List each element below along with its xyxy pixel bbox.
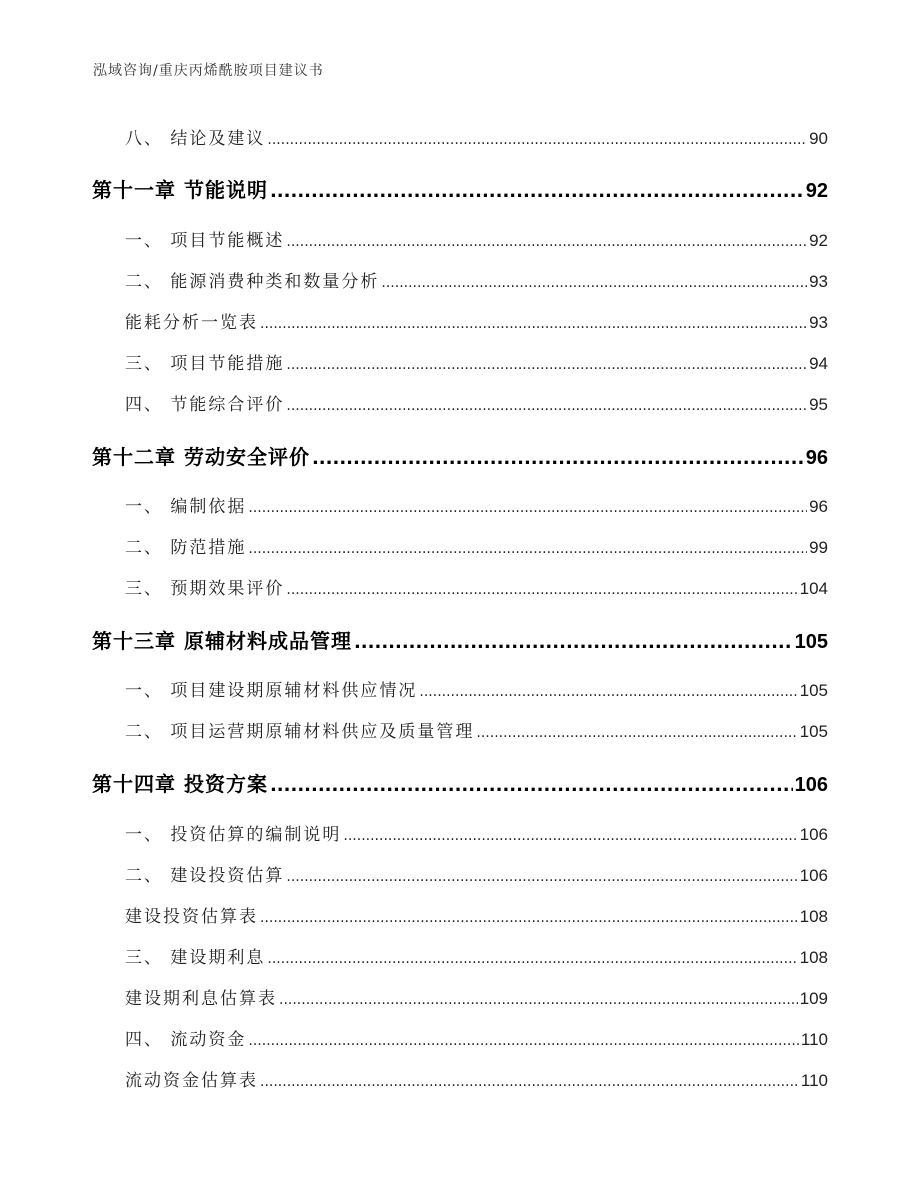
toc-entry-label: 三、 项目节能措施 bbox=[125, 354, 285, 374]
toc-leader-dots bbox=[270, 775, 793, 796]
toc-entry[interactable] bbox=[125, 717, 828, 742]
toc-chapter-page: 96 bbox=[805, 447, 828, 469]
toc-leader-dots bbox=[286, 582, 797, 598]
toc-entry-label: 一、 编制依据 bbox=[125, 497, 247, 517]
toc-entry[interactable] bbox=[125, 492, 828, 517]
toc-chapter-page: 92 bbox=[805, 180, 828, 202]
toc-entry[interactable] bbox=[125, 226, 828, 251]
toc-chapter-entry[interactable] bbox=[92, 174, 828, 203]
toc-leader-dots bbox=[279, 992, 798, 1008]
toc-leader-dots bbox=[476, 725, 797, 741]
toc-entry-label: 二、 建设投资估算 bbox=[125, 866, 285, 886]
toc-leader-dots bbox=[419, 684, 797, 700]
toc-entry[interactable] bbox=[125, 861, 828, 886]
toc-leader-dots bbox=[381, 275, 807, 291]
toc-entry-label: 四、 节能综合评价 bbox=[125, 395, 285, 415]
toc-leader-dots bbox=[248, 500, 807, 516]
toc-entry-label: 三、 建设期利息 bbox=[125, 948, 266, 968]
toc-entry-page: 95 bbox=[809, 395, 828, 414]
toc-leader-dots bbox=[286, 869, 797, 885]
toc-chapter-entry[interactable] bbox=[92, 768, 828, 797]
toc-entry-page: 105 bbox=[799, 681, 828, 700]
toc-leader-dots bbox=[260, 316, 807, 332]
toc-entry[interactable] bbox=[125, 308, 828, 333]
toc-entry-page: 105 bbox=[799, 722, 828, 741]
toc-entry-label: 能耗分析一览表 bbox=[125, 313, 258, 333]
toc-chapter-label: 第十二章 劳动安全评价 bbox=[92, 445, 310, 469]
toc-entry[interactable] bbox=[125, 267, 828, 292]
toc-entry-page: 99 bbox=[809, 538, 828, 557]
toc-leader-dots bbox=[343, 828, 797, 844]
toc-leader-dots bbox=[248, 541, 807, 557]
toc-entry-label: 二、 项目运营期原辅材料供应及质量管理 bbox=[125, 722, 475, 742]
toc-chapter-page: 105 bbox=[794, 631, 828, 653]
toc-entry-page: 96 bbox=[809, 497, 828, 516]
toc-entry-label: 四、 流动资金 bbox=[125, 1030, 247, 1050]
toc-entry-label: 建设投资估算表 bbox=[125, 907, 258, 927]
toc-entry-label: 建设期利息估算表 bbox=[125, 989, 277, 1009]
toc-entry[interactable] bbox=[125, 390, 828, 415]
toc-leader-dots bbox=[270, 181, 804, 202]
toc-entry-page: 110 bbox=[800, 1071, 828, 1090]
toc-chapter-page: 106 bbox=[794, 774, 828, 796]
toc-entry-page: 93 bbox=[809, 272, 828, 291]
toc-entry-label: 八、 结论及建议 bbox=[125, 129, 266, 149]
toc-entry-page: 109 bbox=[799, 989, 828, 1008]
toc-entry-page: 90 bbox=[809, 129, 828, 148]
toc-entry-label: 一、 投资估算的编制说明 bbox=[125, 825, 342, 845]
toc-entry[interactable] bbox=[125, 1066, 828, 1091]
toc-leader-dots bbox=[286, 234, 807, 250]
toc-entry-page: 108 bbox=[799, 948, 828, 967]
toc-entry[interactable] bbox=[125, 124, 828, 149]
toc-entry[interactable] bbox=[125, 676, 828, 701]
toc-entry-page: 93 bbox=[809, 313, 828, 332]
toc-entry-label: 二、 防范措施 bbox=[125, 538, 247, 558]
toc-entry[interactable] bbox=[125, 943, 828, 968]
toc-leader-dots bbox=[312, 448, 804, 469]
toc-leader-dots bbox=[354, 632, 793, 653]
toc-entry-label: 一、 项目建设期原辅材料供应情况 bbox=[125, 681, 418, 701]
toc-chapter-entry[interactable] bbox=[92, 441, 828, 470]
toc-entry-page: 104 bbox=[799, 579, 828, 598]
toc-entry-page: 108 bbox=[799, 907, 828, 926]
toc-entry[interactable] bbox=[125, 1025, 828, 1050]
page-header: 泓域咨询/重庆丙烯酰胺项目建议书 bbox=[93, 63, 324, 79]
toc-leader-dots bbox=[286, 398, 807, 414]
toc-entry-label: 三、 预期效果评价 bbox=[125, 579, 285, 599]
toc-chapter-label: 第十四章 投资方案 bbox=[92, 772, 268, 796]
toc-chapter-entry[interactable] bbox=[92, 625, 828, 654]
toc-entry-page: 106 bbox=[799, 825, 828, 844]
toc-chapter-label: 第十三章 原辅材料成品管理 bbox=[92, 629, 352, 653]
toc-entry[interactable] bbox=[125, 902, 828, 927]
toc-entry-label: 流动资金估算表 bbox=[125, 1071, 258, 1091]
toc-entry-page: 92 bbox=[809, 231, 828, 250]
toc-entry-page: 110 bbox=[800, 1030, 828, 1049]
toc-chapter-label: 第十一章 节能说明 bbox=[92, 178, 268, 202]
toc-entry[interactable] bbox=[125, 574, 828, 599]
toc-entry-page: 106 bbox=[799, 866, 828, 885]
toc-entry[interactable] bbox=[125, 533, 828, 558]
toc-entry-page: 94 bbox=[809, 354, 828, 373]
toc-leader-dots bbox=[260, 1074, 799, 1090]
toc-leader-dots bbox=[286, 357, 807, 373]
toc-entry[interactable] bbox=[125, 820, 828, 845]
toc-leader-dots bbox=[267, 132, 807, 148]
toc-leader-dots bbox=[260, 910, 798, 926]
toc-entry[interactable] bbox=[125, 349, 828, 374]
toc-leader-dots bbox=[267, 951, 797, 967]
toc-leader-dots bbox=[248, 1033, 798, 1049]
toc-entry-label: 二、 能源消费种类和数量分析 bbox=[125, 272, 380, 292]
toc-entry-label: 一、 项目节能概述 bbox=[125, 231, 285, 251]
toc-entry[interactable] bbox=[125, 984, 828, 1009]
